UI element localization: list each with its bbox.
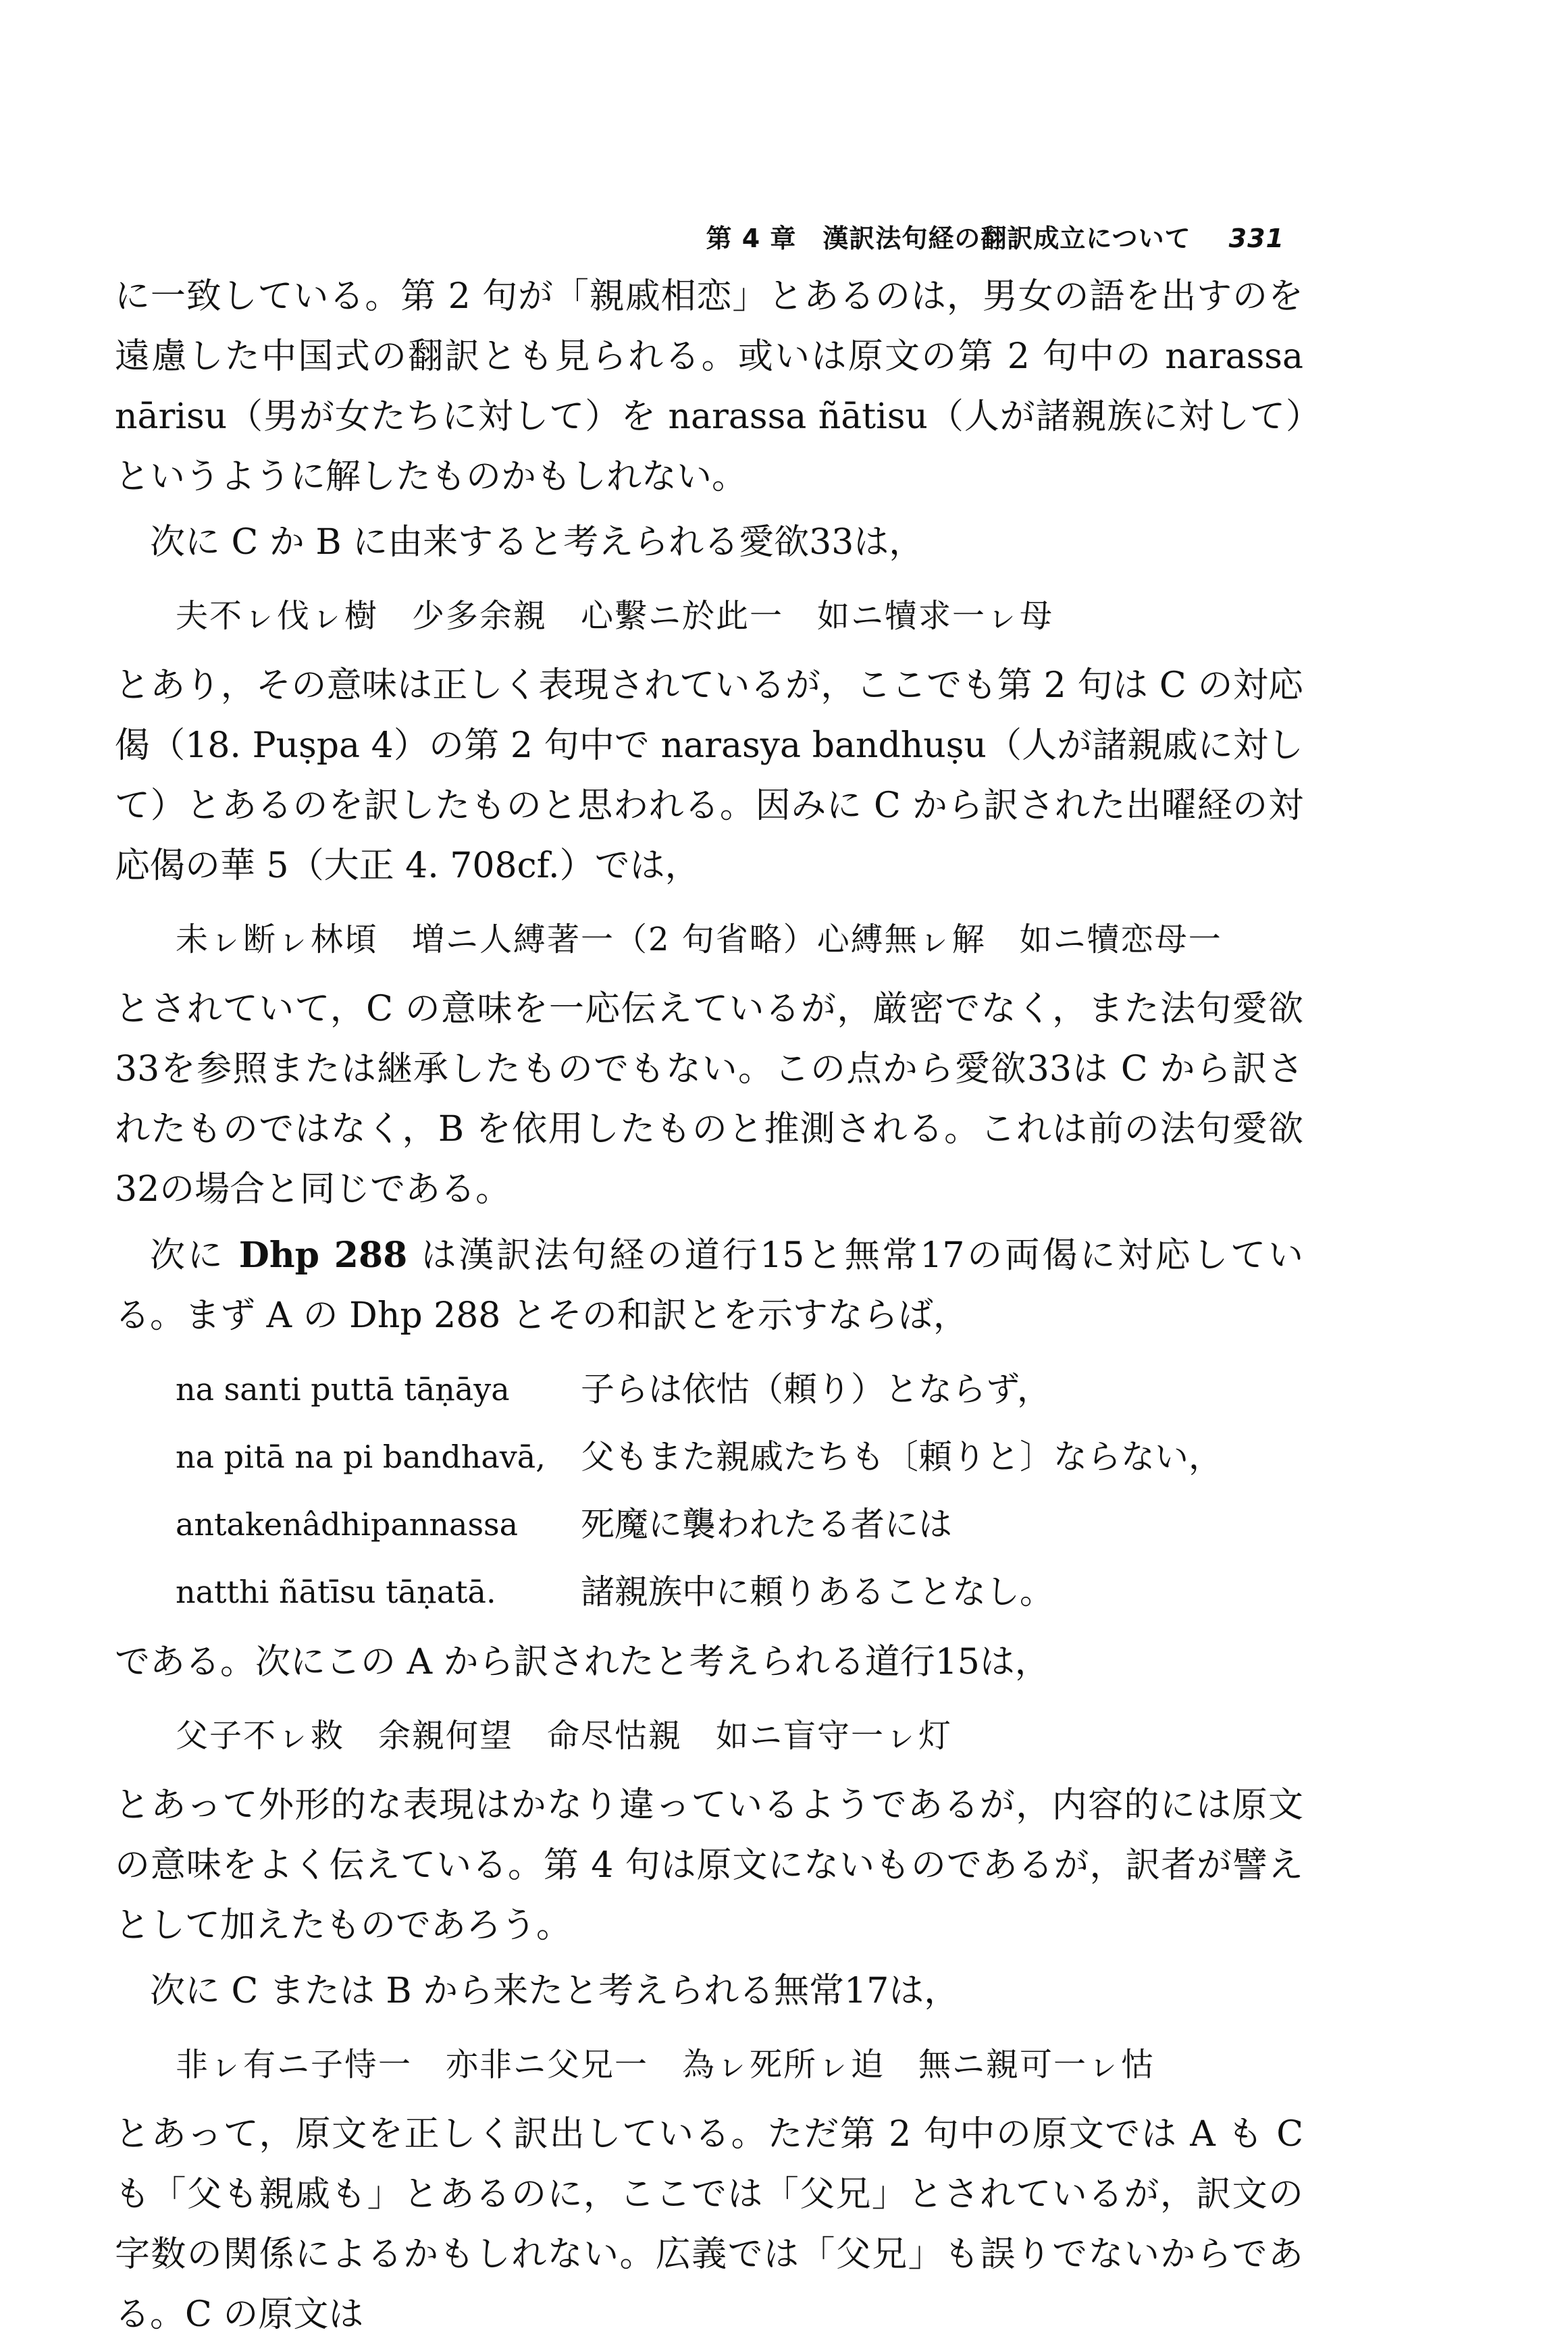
paragraph-9: とあって，原文を正しく訳出している。ただ第 2 句中の原文では A も C も「父も親戚も」とあるのに，ここでは「父兄」とされているが，訳文の字数の関係によるかもしれない。広義では「父兄」も誤りでないからである。C の原文は	[115, 2114, 1303, 2335]
paragraph-5	[115, 1225, 1303, 1346]
verse-row	[176, 1356, 1303, 1423]
dhp-reference: Dhp 288	[238, 1235, 408, 1276]
paragraph-8: 次に C または B から来たと考えられる無常17は，	[150, 1971, 960, 2011]
verse-row	[176, 1491, 1303, 1558]
japanese-line: 子らは依怙（頼り）とならず，	[581, 1369, 1051, 1409]
quote-verse-3: 父子不ㇾ救 余親何望 命尽怙親 如ニ盲守一ㇾ灯	[176, 1717, 953, 1755]
chapter-title: 第 4 章 漢訳法句経の翻訳成立について	[706, 224, 1191, 253]
japanese-line: 諸親族中に頼りあることなし。	[581, 1572, 1053, 1612]
running-header	[706, 217, 1284, 255]
quote-verse-2: 未ㇾ断ㇾ林頃 増ニ人縛著一（2 句省略）心縛無ㇾ解 如ニ犢恋母一	[176, 921, 1222, 958]
verse-row	[176, 1558, 1303, 1626]
japanese-line: 父もまた親戚たちも〔頼りと〕ならない，	[581, 1437, 1222, 1476]
body-text	[115, 267, 1303, 2345]
pali-line: na pitā na pi bandhavā,	[176, 1438, 546, 1475]
japanese-line: 死魔に襲われたる者には	[581, 1504, 952, 1544]
paragraph-5-post: は漢訳法句経の道行15と無常17の両偈に対応している。まず A の Dhp 288 とその和訳とを示すならば，	[115, 1235, 1303, 1336]
paragraph-6: である。次にこの A から訳されたと考えられる道行15は，	[115, 1642, 1050, 1682]
verse-row	[176, 1423, 1303, 1491]
pali-verse-table	[176, 1356, 1303, 1626]
pali-line: antakenâdhipannassa	[176, 1505, 519, 1543]
paragraph-5-pre: 次に	[150, 1235, 239, 1276]
quote-verse-1: 夫不ㇾ伐ㇾ樹 少多余親 心繫ニ於此一 如ニ犢求一ㇾ母	[176, 597, 1054, 635]
paragraph-7: とあって外形的な表現はかなり違っているようであるが，内容的には原文の意味をよく伝えている。第 4 句は原文にないものであるが，訳者が譬えとして加えたものであろう。	[115, 1785, 1303, 1946]
paragraph-2: 次に C か B に由来すると考えられる愛欲33は，	[150, 522, 924, 563]
paragraph-4: とされていて，C の意味を一応伝えているが，厳密でなく，また法句愛欲33を参照または継承したものでもない。この点から愛欲33は C から訳されたものではなく，B を依用したものと推測される。これは前の法句愛欲32の場合と同じである。	[115, 989, 1303, 1210]
paragraph-1: に一致している。第 2 句が「親戚相恋」とあるのは，男女の語を出すのを遠慮した中国式の翻訳とも見られる。或いは原文の第 2 句中の narassa nārisu（男が女たちに対して）を narassa ñātisu（人が諸親族に対して）というように解したものかもしれない。	[115, 276, 1303, 497]
pali-line: natthi ñātīsu tāṇatā.	[176, 1573, 496, 1610]
quote-verse-4: 非ㇾ有ニ子恃一 亦非ニ父兄一 為ㇾ死所ㇾ迫 無ニ親可一ㇾ怙	[176, 2046, 1155, 2084]
page-number: 331	[1228, 224, 1284, 253]
pali-line: na santi puttā tāṇāya	[176, 1370, 510, 1408]
paragraph-3: とあり，その意味は正しく表現されているが，ここでも第 2 句は C の対応偈（18. Puṣpa 4）の第 2 句中で narasya bandhuṣu（人が諸親戚に対して）とあるのを訳したものと思われる。因みに C から訳された出曜経の対応偈の華 5（大正 4. 708cf.）では，	[115, 665, 1303, 886]
